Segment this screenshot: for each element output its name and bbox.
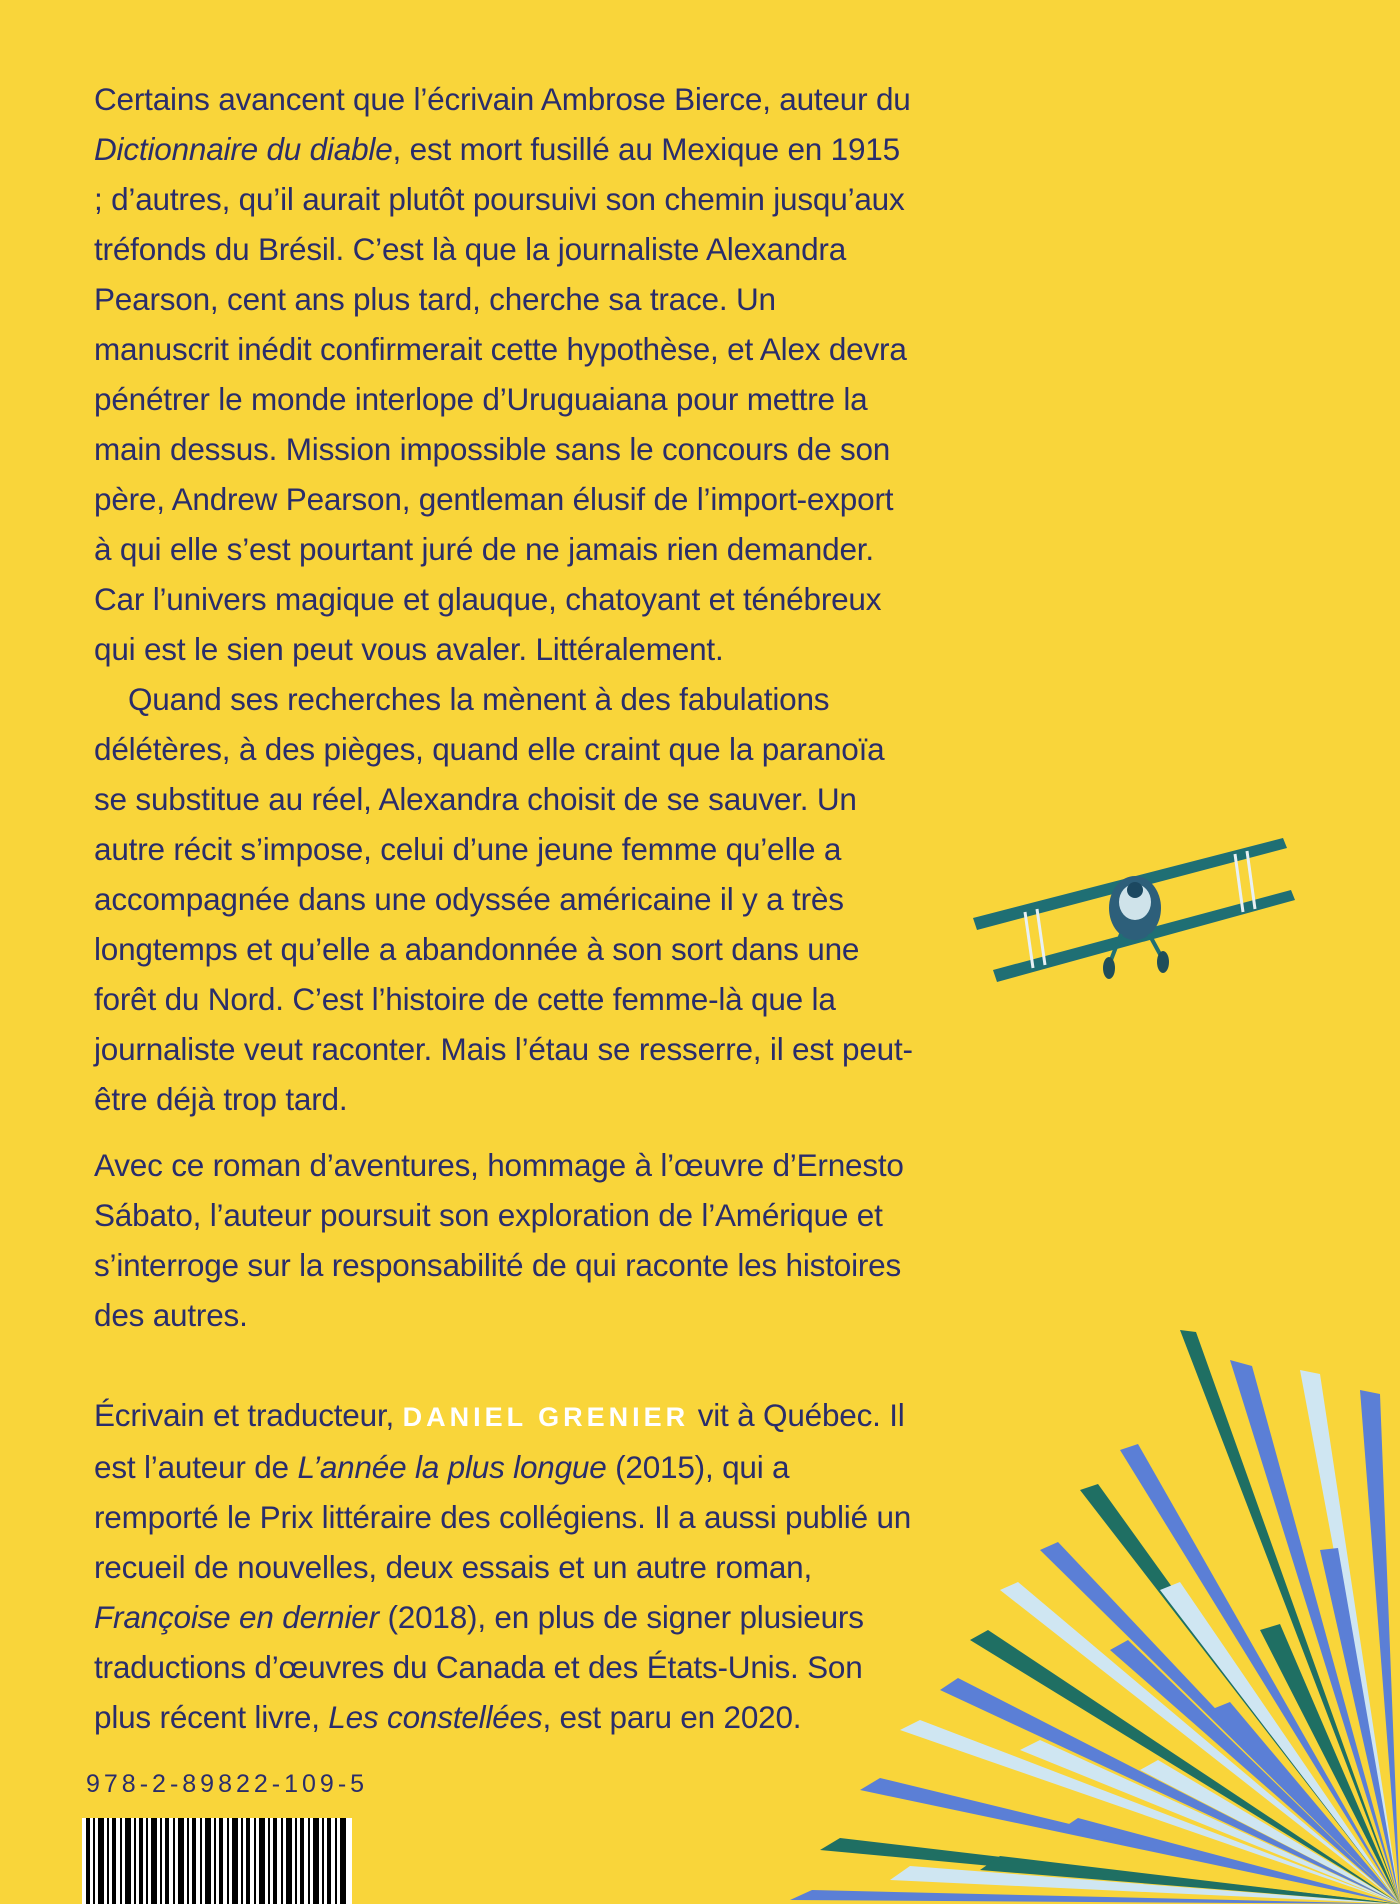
- bio-intro: Écrivain et traducteur,: [94, 1397, 403, 1433]
- barcode: [82, 1818, 352, 1904]
- hommage-text: Avec ce roman d’aventures, hommage à l’œuvre d’Ernesto Sábato, l’auteur poursuit son exploration de l’Amérique et s’interroge sur la responsabilité de qui raconte les histoires des autres.: [94, 1147, 904, 1333]
- summary-text-a: Certains avancent que l’écrivain Ambrose Bierce, auteur du: [94, 81, 911, 117]
- isbn-number: 978-2-89822-109-5: [86, 1770, 369, 1798]
- palm-leaves-illustration: [760, 1330, 1400, 1904]
- bio-text-4: , est paru en 2020.: [542, 1699, 802, 1735]
- bio-text-1: vit à Québec. Il est l’auteur de: [94, 1397, 905, 1485]
- book-title-3: Les constellées: [328, 1699, 543, 1735]
- summary-text-b: , est mort fusillé au Mexique en 1915 ; d’autres, qu’il aurait plutôt poursuivi son chemin jusqu’aux tréfonds du Brésil. C’est là que la journaliste Alexandra Pearson, cent ans plus tard, cherche sa trace. Un manuscrit inédit confirmerait cette hypothèse, et Alex devra pénétrer le monde interlope d’Uruguaiana pour mettre la main dessus. Mission impossible sans le concours de son père, Andrew Pearson, gentleman élusif de l’import-export à qui elle s’est pourtant juré de ne jamais rien demander. Car l’univers magique et glauque, chatoyant et ténébreux qui est le sien peut vous avaler. Littéralement.: [94, 131, 907, 667]
- hommage-paragraph: [94, 1140, 914, 1340]
- bio-text-3: (2018), en plus de signer plusieurs traductions d’œuvres du Canada et des États-Unis. Son plus récent livre,: [94, 1599, 864, 1735]
- author-name: DANIEL GRENIER: [402, 1402, 690, 1432]
- book-summary: [94, 74, 914, 1124]
- bio-text-2: (2015), qui a remporté le Prix littéraire des collégiens. Il a aussi publié un recueil de nouvelles, deux essais et un autre roman,: [94, 1449, 912, 1585]
- book-title-1: L’année la plus longue: [297, 1449, 607, 1485]
- summary-paragraph-2: Quand ses recherches la mènent à des fabulations délétères, à des pièges, quand elle craint que la paranoïa se substitue au réel, Alexandra choisit de se sauver. Un autre récit s’impose, celui d’une jeune femme qu’elle a accompagnée dans une odyssée américaine il y a très longtemps et qu’elle a abandonnée à son sort dans une forêt du Nord. C’est l’histoire de cette femme-là que la journaliste veut raconter. Mais l’étau se resserre, il est peut-être déjà trop tard.: [94, 681, 913, 1117]
- summary-paragraph-1: [94, 74, 914, 674]
- biplane-illustration: [965, 830, 1295, 1000]
- book-title-dictionnaire: Dictionnaire du diable: [94, 131, 393, 167]
- book-title-2: Françoise en dernier: [94, 1599, 379, 1635]
